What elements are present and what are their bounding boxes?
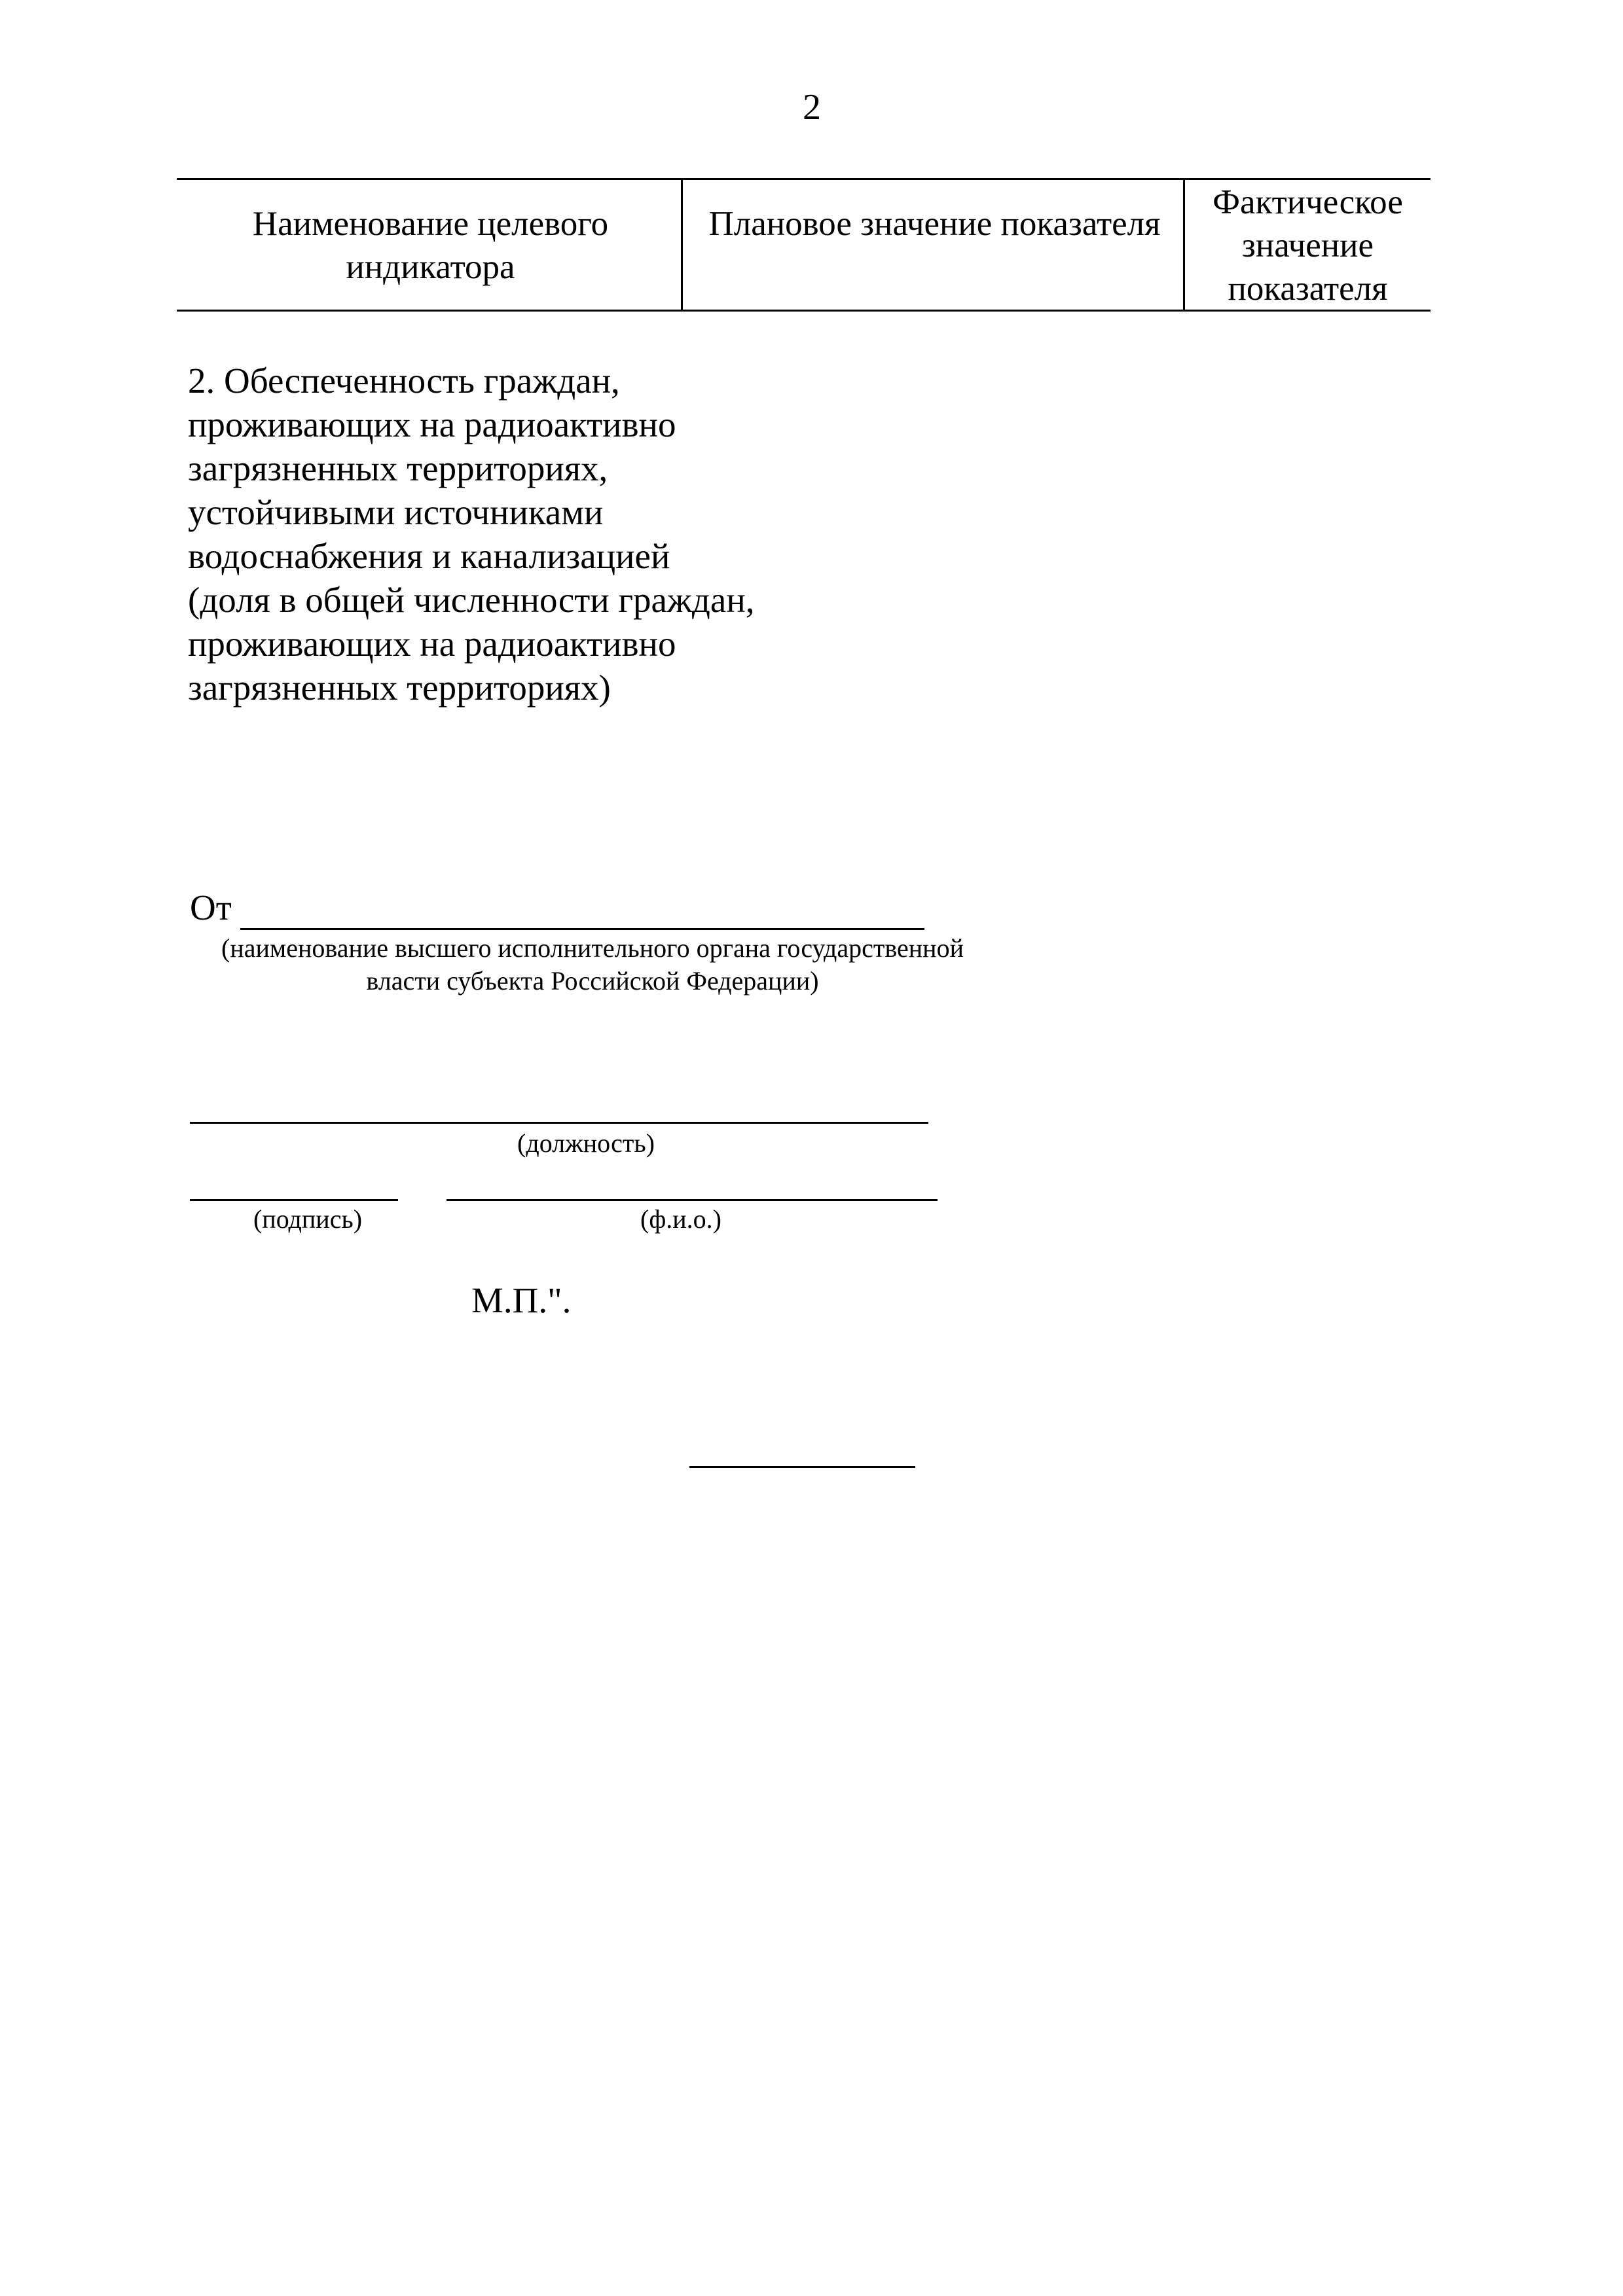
from-fill-line — [240, 928, 924, 930]
stamp-place: М.П.". — [471, 1280, 572, 1320]
signature-fill-line — [190, 1199, 398, 1201]
position-fill-line — [190, 1122, 928, 1124]
table-header-actual-value: Фактическое значение показателя — [1213, 183, 1403, 308]
table-header-planned-value: Плановое значение показателя — [708, 205, 1161, 243]
from-caption: (наименование высшего исполнительного органа государственной власти субъекта Российской Федерации) — [221, 933, 964, 996]
name-caption: (ф.и.о.) — [640, 1204, 721, 1234]
page-number: 2 — [803, 87, 821, 128]
signature-caption: (подпись) — [253, 1204, 363, 1234]
position-caption: (должность) — [517, 1128, 655, 1158]
table-top-rule — [177, 178, 1431, 180]
from-label: От — [190, 888, 232, 927]
table-column-divider — [681, 178, 683, 311]
name-fill-line — [447, 1199, 938, 1201]
table-column-divider — [1183, 178, 1185, 311]
indicator-text: 2. Обеспеченность граждан, проживающих на радиоактивно загрязненных территориях, устойчивыми источниками водоснабжения и канализацией (доля в общей численности граждан, проживающих на радиоактивно загрязненных территориях) — [188, 361, 755, 708]
table-header-indicator-name: Наименование целевого индикатора — [252, 205, 609, 286]
end-of-document-rule — [689, 1466, 915, 1468]
